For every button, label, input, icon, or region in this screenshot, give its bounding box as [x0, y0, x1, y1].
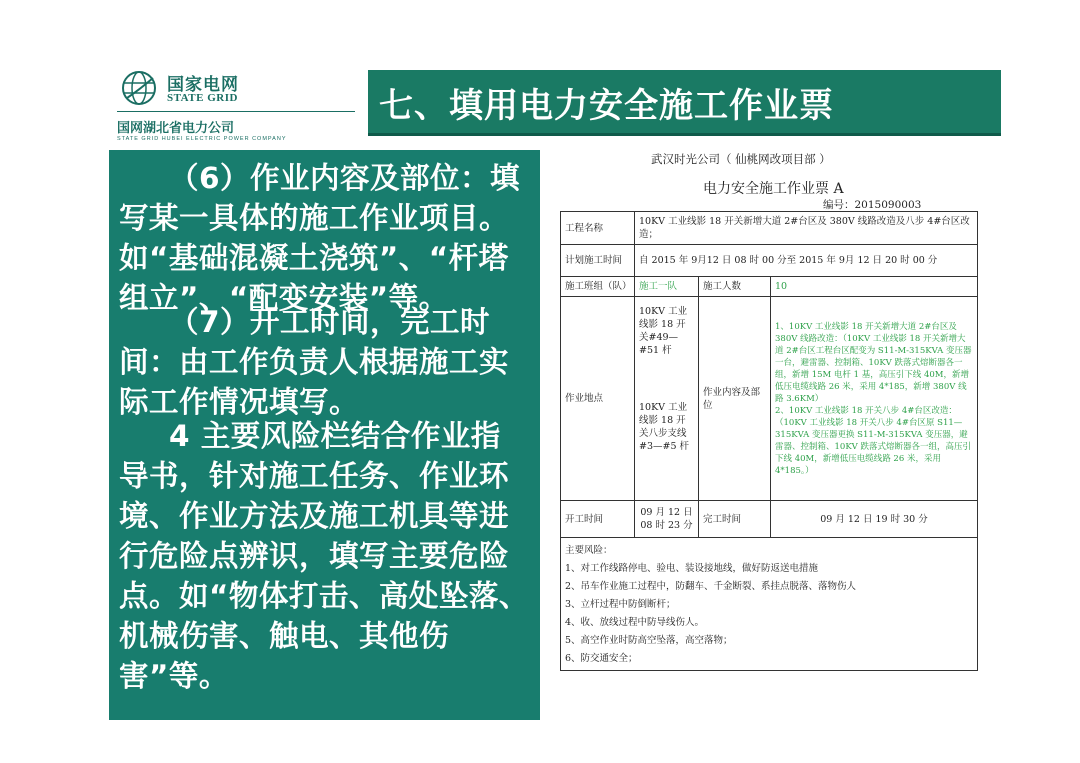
plan-time-value: 自 2015 年 9月12 日 08 时 00 分至 2015 年 9月 12 日 20 时 00 分	[635, 245, 978, 277]
logo-divider	[117, 111, 355, 112]
team-value: 施工一队	[635, 277, 699, 297]
form-number: 编号：2015090003	[823, 199, 922, 211]
start-time-value: 09 月 12 日 08 时 23 分	[635, 501, 699, 538]
work-ticket-table	[560, 211, 978, 671]
explanation-panel	[109, 150, 540, 720]
location-value	[635, 297, 699, 501]
risks-title: 主要风险：	[565, 545, 613, 556]
risk-item: 1、对工作线路停电、验电、装设接地线，做好防返送电措施	[565, 563, 819, 574]
table-row	[561, 297, 978, 501]
end-time-value: 09 月 12 日 19 时 30 分	[771, 501, 978, 538]
people-value: 10	[771, 277, 978, 297]
form-company: 武汉时光公司（ 仙桃网改项目部 ）	[651, 152, 831, 166]
table-row	[561, 501, 978, 538]
table-row	[561, 212, 978, 245]
location-value-2: 10KV 工业线影 18 开关八步支线#3—#5 杆	[639, 402, 690, 452]
risk-item: 5、高空作业时防高空坠落，高空落物；	[565, 635, 733, 646]
page-title: 七、填用电力安全施工作业票	[379, 86, 834, 126]
form-title: 电力安全施工作业票 A	[703, 181, 844, 197]
state-grid-logo	[115, 64, 360, 149]
risk-item: 2、吊车作业施工过程中，防翻车、千金断裂、系挂点脱落、落物伤人	[565, 581, 857, 592]
logo-chinese-name: 国家电网	[167, 75, 239, 95]
table-row	[561, 245, 978, 277]
paragraph-start-end-time: （7）开工时间，完工时间：由工作负责人根据施工实际工作情况填写。	[119, 305, 510, 419]
state-grid-globe-icon	[121, 70, 157, 106]
content-label: 作业内容及部位	[699, 297, 771, 501]
project-label: 工程名称	[561, 212, 635, 245]
risk-item: 3、立杆过程中防倒断杆；	[565, 599, 676, 610]
work-ticket-form	[555, 148, 983, 688]
plan-time-label: 计划施工时间	[561, 245, 635, 277]
location-label: 作业地点	[561, 297, 635, 501]
logo-company-english: STATE GRID HUBEI ELECTRIC POWER COMPANY	[117, 136, 287, 142]
paragraph-main-risks: 4 主要风险栏结合作业指导书，针对施工任务、作业环境、作业方法及施工机具等进行危险点辨识，填写主要危险点。如“物体打击、高处坠落、机械伤害、触电、其他伤害”等。	[119, 419, 529, 693]
logo-company-name: 国网湖北省电力公司	[117, 121, 235, 136]
logo-english-name: STATE GRID	[167, 92, 238, 104]
people-label: 施工人数	[699, 277, 771, 297]
table-row	[561, 538, 978, 671]
risk-item: 6、防交通安全；	[565, 653, 638, 664]
project-value: 10KV 工业线影 18 开关新增大道 2#台区及 380V 线路改造及八步 4#台区改造；	[635, 212, 978, 245]
table-row	[561, 277, 978, 297]
title-bar-shadow	[368, 133, 1001, 136]
content-value: 1、10KV 工业线影 18 开关新增大道 2#台区及380V 线路改造：（10KV 工业线影 18 开关新增大道 2#台区工程台区配变为 S11-M-315KVA 变压器一台，避雷器、控制箱、10KV 跌落式熔断器各一组，新增 15M 电杆 1 基，高压引下线 40M，新增低压电缆线路 26 米，采用 4*185，新增 380V 线路 3.6KM） 2、10KV 工业线影 18 开关八步 4#台区改造：（10KV 工业线影 18 开关八步 4#台区原 S11—315KVA 变压器更换 S11-M-315KVA 变压器，避雷器、控制箱、10KV 跌落式熔断器各一组，高压引下线 40M，新增低压电缆线路 26 米，采用 4*185。）	[771, 297, 978, 501]
paragraph-work-content: （6）作业内容及部位：填写某一具体的施工作业项目。如“基础混凝土浇筑”、“杆塔组立”、“配变安装”等。	[119, 161, 521, 315]
location-value-1: 10KV 工业线影 18 开关#49—#51 杆	[639, 306, 688, 356]
main-risks-cell	[561, 538, 978, 671]
risk-item: 4、收、放线过程中防导线伤人。	[565, 617, 705, 628]
team-label: 施工班组（队）	[561, 277, 635, 297]
start-time-label: 开工时间	[561, 501, 635, 538]
end-time-label: 完工时间	[699, 501, 771, 538]
